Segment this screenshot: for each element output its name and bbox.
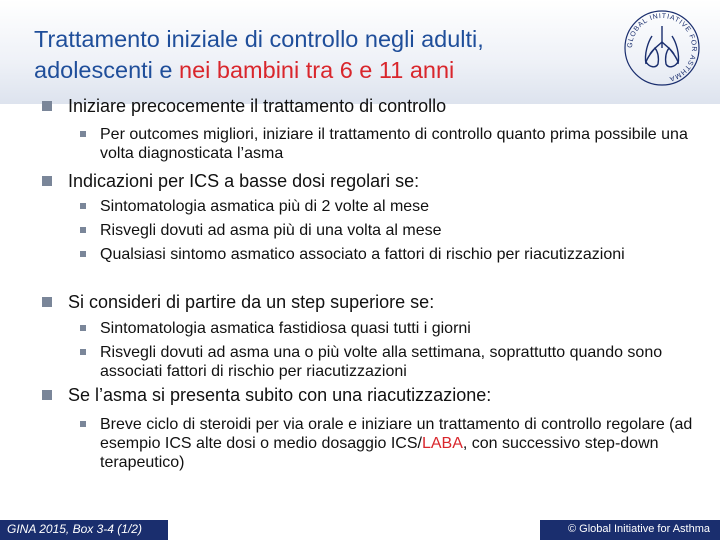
bullet-2-sub-1: Sintomatologia asmatica più di 2 volte al mese — [100, 197, 700, 216]
title-line-2 — [34, 55, 614, 86]
title-line-2-prefix: adolescenti e — [34, 57, 180, 83]
footer-copyright-label: © Global Initiative for Asthma — [567, 523, 710, 535]
bullet-4-sub-1-prefix: Breve ciclo di steroidi per via orale e iniziare un trattamento di controllo regolare (ad esempio ICS alte dosi o medio dosaggio ICS/ — [100, 416, 693, 452]
footer-source — [0, 520, 168, 540]
bullet-4-sub-1 — [100, 415, 700, 472]
footer-source-label: GINA 2015, Box 3-4 (1/2) — [7, 522, 142, 536]
bullet-3-sub-2: Risvegli dovuti ad asma una o più volte alla settimana, soprattutto quando sono associati fattori di rischio per riacutizzazioni — [100, 343, 700, 381]
bullet-4: Se l’asma si presenta subito con una riacutizzazione: — [68, 385, 492, 405]
bullet-4-sub-1-highlight: LABA — [421, 435, 463, 452]
title-line-1: Trattamento iniziale di controllo negli adulti, — [34, 26, 484, 52]
logo-text: GLOBAL INITIATIVE FOR ASTHMA — [626, 12, 698, 83]
title-line-2-highlight: nei bambini tra 6 e 11 anni — [179, 57, 455, 83]
lungs-tree-icon — [645, 26, 678, 67]
bullet-2: Indicazioni per ICS a basse dosi regolari se: — [68, 171, 420, 191]
footer-copyright — [540, 520, 720, 540]
bullet-4-sub-1-suffix: , con successivo step-down terapeutico) — [100, 435, 659, 471]
bullet-2-sub-3: Qualsiasi sintomo asmatico associato a fattori di rischio per riacutizzazioni — [100, 245, 700, 264]
bullet-3-sub-1: Sintomatologia asmatica fastidiosa quasi tutti i giorni — [100, 319, 700, 338]
gina-logo — [622, 8, 702, 88]
slide-title — [34, 24, 614, 86]
bullet-1-sub-1: Per outcomes migliori, iniziare il trattamento di controllo quanto prima possibile una volta diagnosticata l’asma — [100, 125, 700, 163]
bullet-3: Si consideri di partire da un step superiore se: — [68, 292, 435, 312]
bullet-1: Iniziare precocemente il trattamento di controllo — [68, 96, 447, 116]
bullet-2-sub-2: Risvegli dovuti ad asma più di una volta al mese — [100, 221, 700, 240]
slide-header — [0, 0, 720, 104]
